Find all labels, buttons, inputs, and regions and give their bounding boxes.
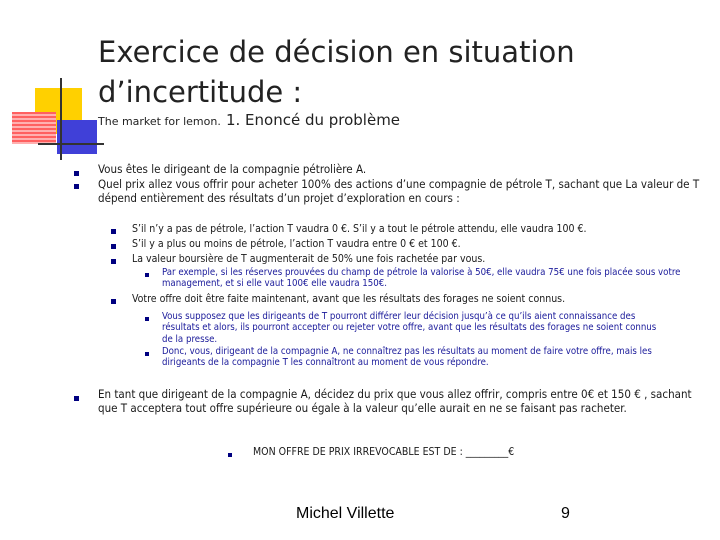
bullet-marker xyxy=(111,299,116,304)
decor-red-square xyxy=(12,112,56,144)
bullet-marker xyxy=(145,352,149,356)
bullet-l2: La valeur boursière de T augmenterait de 50% une fois rachetée par vous. xyxy=(132,253,486,265)
bullet-l2: S’il y a plus ou moins de pétrole, l’action T vaudra entre 0 € et 100 €. xyxy=(132,238,461,250)
subtitle-big: 1. Enoncé du problème xyxy=(225,111,401,129)
bullet-l3: Par exemple, si les réserves prouvées du champ de pétrole la valorise à 50€, elle vaudra 75€ une fois placée sous votre management, et si elle vaut 100€ elle vaudra 150€. xyxy=(162,267,681,290)
bullet-l1: Vous êtes le dirigeant de la compagnie pétrolière A. xyxy=(98,162,367,176)
page-number: 9 xyxy=(561,505,570,522)
bullet-l3: Donc, vous, dirigeant de la compagnie A, ne connaîtrez pas les résultats au moment de faire votre offre, mais les dirigeants de la compagnie T les connaîtront au moment de vous répondre. xyxy=(162,346,652,369)
footer-author: Michel Villette xyxy=(296,505,395,522)
bullet-l1: En tant que dirigeant de la compagnie A, décidez du prix que vous allez offrir, compris entre 0€ et 150 € , sachant que T acceptera tout offre supérieure ou égale à la valeur qu’elle aurait en ne se faisant pas racheter. xyxy=(98,387,692,415)
slide-title: Exercice de décision en situation d’incertitude : xyxy=(98,35,575,109)
bullet-marker xyxy=(74,396,79,401)
bullet-l2: Votre offre doit être faite maintenant, avant que les résultats des forages ne soient connus. xyxy=(132,293,566,305)
bullet-l1: Quel prix allez vous offrir pour acheter 100% des actions d’une compagnie de pétrole T, sachant que La valeur de T dépend entièrement des résultats d’un projet d’exploration en cours : xyxy=(98,177,700,205)
bullet-marker xyxy=(111,244,116,249)
bullet-marker xyxy=(145,273,149,277)
bullet-marker xyxy=(145,317,149,321)
offer-line: MON OFFRE DE PRIX IRREVOCABLE EST DE : _________€ xyxy=(253,446,515,458)
decor-blue-square xyxy=(57,120,97,154)
bullet-l3: Vous supposez que les dirigeants de T pourront différer leur décision jusqu’à ce qu’ils aient connaissance des résultats et alors, ils pourront accepter ou rejeter votre offre, avant que les résultats des forages ne soient connus de la presse. xyxy=(162,311,657,345)
slide-subtitle xyxy=(98,110,400,129)
bullet-marker xyxy=(74,184,79,189)
bullet-l2: S’il n’y a pas de pétrole, l’action T vaudra 0 €. S’il y a tout le pétrole attendu, elle vaudra 100 €. xyxy=(132,223,587,235)
decor-horizontal-line xyxy=(38,143,104,145)
bullet-marker xyxy=(111,259,116,264)
bullet-marker xyxy=(111,229,116,234)
bullet-marker xyxy=(74,171,79,176)
bullet-marker xyxy=(228,453,232,457)
subtitle-small: The market for lemon. xyxy=(98,115,221,128)
decor-vertical-line xyxy=(60,78,62,160)
